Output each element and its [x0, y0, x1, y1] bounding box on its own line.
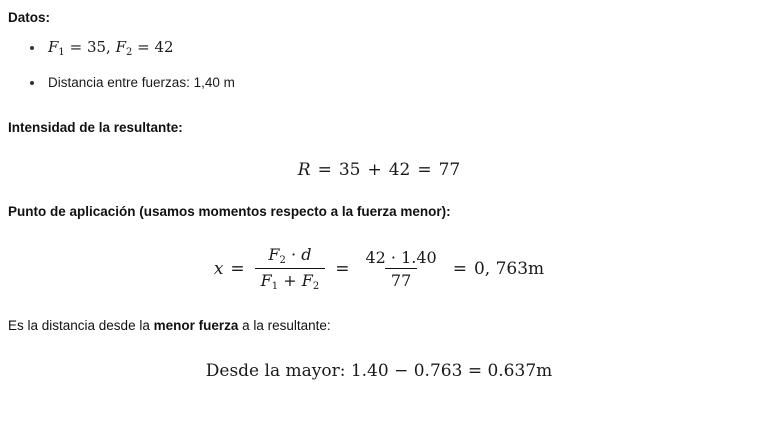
- f2-value: 42: [154, 38, 174, 57]
- term-b: 42: [388, 160, 411, 181]
- d-symbol: d: [301, 245, 312, 265]
- equals-1: =: [230, 259, 245, 280]
- f2-symbol: F: [115, 38, 126, 57]
- resultante-equation-row: [298, 160, 460, 180]
- final-equation-text: Desde la mayor: 1.40 − 0.763 = 0.637m: [205, 360, 553, 381]
- f1-symbol: F: [48, 38, 59, 57]
- plus-sign: +: [367, 160, 382, 181]
- intensidad-heading: Intensidad de la resultante:: [8, 119, 183, 135]
- punto-equation-row: [214, 246, 544, 292]
- list-item: [8, 38, 750, 59]
- resultante-equation: [8, 160, 750, 180]
- final-equation: [8, 361, 750, 381]
- distancia-sentence: [8, 316, 750, 336]
- f1-subscript: 1: [271, 281, 279, 293]
- f2-symbol: F: [301, 271, 313, 291]
- fraction-denominator: [255, 268, 326, 292]
- f2-subscript: 2: [312, 281, 320, 293]
- distancia-text-bold: menor fuerza: [153, 318, 239, 334]
- equals-3: =: [452, 259, 467, 280]
- f1-subscript: 1: [58, 47, 65, 59]
- multiplication-dot: ·: [291, 245, 297, 265]
- f2-symbol: F: [268, 245, 280, 265]
- r-symbol: R: [297, 160, 311, 181]
- distancia-text-before: Es la distancia desde la: [8, 318, 154, 334]
- resultante-value: 77: [438, 160, 461, 181]
- distancia-text-after: a la resultante:: [238, 318, 331, 334]
- distance-text: Distancia entre fuerzas: 1,40 m: [48, 75, 235, 91]
- datos-list: [8, 38, 750, 92]
- f2-equals: =: [137, 38, 150, 57]
- fraction-numerator: [262, 246, 317, 268]
- equals-2: =: [417, 160, 432, 181]
- punto-heading: Punto de aplicación (usamos momentos respecto a la fuerza menor):: [8, 204, 451, 220]
- f1-value: 35,: [86, 38, 111, 57]
- f2-subscript: 2: [126, 47, 133, 59]
- fraction-denominator: 77: [385, 268, 417, 290]
- f1-symbol: F: [260, 271, 272, 291]
- datos-heading: Datos:: [8, 10, 51, 25]
- f2-subscript: 2: [279, 255, 286, 267]
- punto-equation: [8, 246, 750, 292]
- f1-equals: =: [69, 38, 83, 57]
- list-item: [8, 73, 750, 92]
- punto-result: 0, 763m: [473, 259, 545, 280]
- plus-sign: +: [283, 271, 297, 291]
- term-a: 35: [338, 160, 361, 181]
- equals-2: =: [335, 259, 350, 280]
- fraction-numeric: [359, 249, 442, 290]
- x-symbol: x: [213, 259, 224, 280]
- equals-1: =: [317, 160, 332, 181]
- fraction-numerator: 42 · 1.40: [365, 247, 437, 267]
- fraction-symbolic: [255, 246, 326, 292]
- forces-expression: [48, 38, 174, 59]
